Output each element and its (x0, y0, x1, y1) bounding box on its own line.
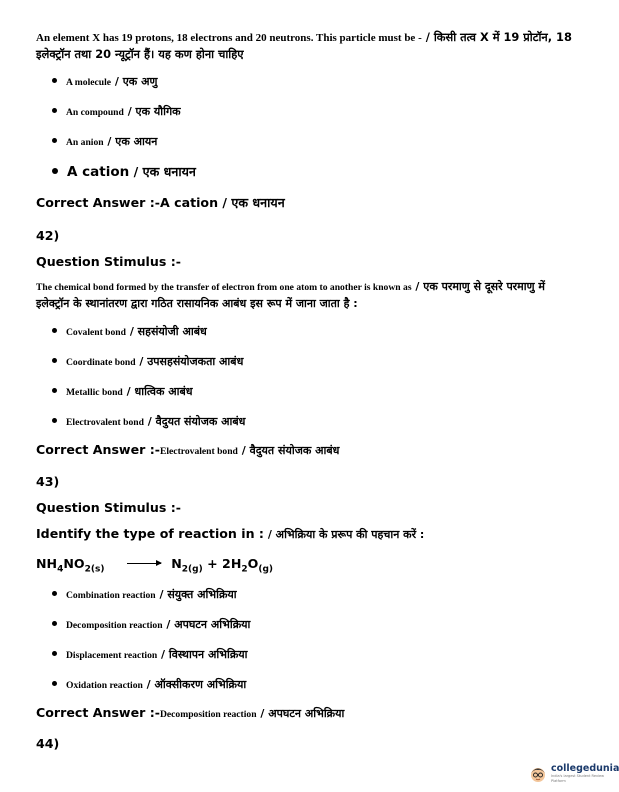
q43-stem-hindi: अभिक्रिया के प्ररूप की पहचान करें : (275, 528, 425, 541)
option-english: Combination reaction (66, 590, 156, 601)
q43-stem: Identify the type of reaction in : / अभिक्रिया के प्ररूप की पहचान करें : (36, 526, 425, 541)
q43-option-4: Oxidation reaction / ऑक्सीकरण अभिक्रिया (52, 677, 246, 692)
answer-english: Electrovalent bond (159, 446, 238, 457)
bullet-icon (52, 418, 57, 423)
option-english: A molecule (66, 77, 112, 88)
option-english: Metallic bond (66, 387, 123, 398)
option-english: An anion (66, 137, 104, 148)
bullet-icon (52, 621, 57, 626)
option-hindi: वैदुयत संयोजक आबंध (155, 415, 246, 428)
q42-option-2: Coordinate bond / उपसहसंयोजकता आबंध (52, 354, 243, 369)
q41-option-3: An anion / एक आयन (52, 134, 157, 149)
option-english: An compound (66, 107, 124, 118)
q42-stem-separator: / (411, 280, 424, 293)
bullet-icon (52, 138, 57, 143)
option-hindi: एक अणु (122, 75, 158, 88)
q42-option-1: Covalent bond / सहसंयोजी आबंध (52, 324, 207, 339)
logo-tagline: India's largest Student Review Platform (551, 774, 605, 783)
option-english: Covalent bond (66, 327, 126, 338)
option-english: Coordinate bond (66, 357, 136, 368)
option-english: Oxidation reaction (66, 680, 143, 691)
q42-number: 42) (36, 228, 60, 243)
option-english: A cation (67, 164, 130, 180)
answer-label: Correct Answer :- (36, 442, 160, 457)
q41-stem-separator: / (421, 30, 434, 44)
answer-label: Correct Answer :- (36, 705, 160, 720)
option-hindi: ऑक्सीकरण अभिक्रिया (154, 678, 247, 691)
q42-correct-answer: Correct Answer :-Electrovalent bond / वैदुयत संयोजक आबंध (36, 442, 340, 457)
bullet-icon (52, 388, 57, 393)
bullet-icon (52, 681, 57, 686)
logo-brand: collegedunia (551, 763, 619, 774)
q41-correct-answer (36, 194, 285, 211)
q41-stem-hindi: किसी तत्व X में 19 प्रोटॉन, 18 इलेक्ट्रॉन तथा 20 न्यूट्रॉन हैं। यह कण होना चाहिए (36, 30, 572, 61)
bullet-icon (52, 108, 57, 113)
answer-hindi: वैदुयत संयोजक आबंध (249, 444, 340, 457)
q41-option-4: A cation / एक धनायन (52, 163, 196, 180)
option-english: Displacement reaction (66, 650, 158, 661)
q42-stem (36, 279, 581, 312)
q43-correct-answer: Correct Answer :-Decomposition reaction / अपघटन अभिक्रिया (36, 705, 345, 720)
q44-number: 44) (36, 736, 60, 751)
reaction-equation: $NH_4NO_{2(s)}$ $N_{2(g)} + 2H_2O_{(g)}$ (36, 556, 274, 575)
option-hindi: एक धनायन (142, 164, 196, 179)
bullet-icon (52, 651, 57, 656)
q42-option-4: Electrovalent bond / वैदुयत संयोजक आबंध (52, 414, 245, 429)
option-hindi: उपसहसंयोजकता आबंध (147, 355, 244, 368)
answer-hindi: अपघटन अभिक्रिया (268, 707, 345, 720)
q41-stem (36, 29, 581, 62)
q42-stimulus-label: Question Stimulus :- (36, 254, 181, 269)
option-hindi: संयुक्त अभिक्रिया (167, 588, 237, 601)
q41-option-1: A molecule / एक अणु (52, 74, 157, 89)
option-hindi: एक यौगिक (135, 105, 181, 118)
q43-stimulus-label: Question Stimulus :- (36, 500, 181, 515)
option-hindi: धात्विक आबंध (134, 385, 193, 398)
bullet-icon (52, 78, 57, 83)
answer-value: A cation / एक धनायन (159, 195, 285, 210)
bullet-icon (52, 328, 57, 333)
q43-stem-english: Identify the type of reaction in : (36, 526, 264, 541)
bullet-icon (52, 358, 57, 363)
q43-number: 43) (36, 474, 60, 489)
option-hindi: अपघटन अभिक्रिया (174, 618, 251, 631)
collegedunia-logo (528, 764, 619, 784)
option-english: Decomposition reaction (66, 620, 163, 631)
q43-option-1: Combination reaction / संयुक्त अभिक्रिया (52, 587, 237, 602)
q42-stem-english: The chemical bond formed by the transfer of electron from one atom to another is known as (36, 282, 412, 293)
option-hindi: एक आयन (115, 135, 158, 148)
option-hindi: सहसंयोजी आबंध (137, 325, 207, 338)
q41-stem-english: An element X has 19 protons, 18 electrons and 20 neutrons. This particle must be - (36, 32, 422, 44)
right-arrow-icon (127, 563, 161, 564)
q43-option-2: Decomposition reaction / अपघटन अभिक्रिया (52, 617, 250, 632)
answer-english: Decomposition reaction (159, 709, 257, 720)
answer-label: Correct Answer :- (36, 195, 160, 210)
q41-option-2: An compound / एक यौगिक (52, 104, 181, 119)
option-hindi: विस्थापन अभिक्रिया (168, 648, 248, 661)
mascot-icon (528, 764, 548, 784)
bullet-icon (52, 168, 58, 174)
bullet-icon (52, 591, 57, 596)
q43-option-3: Displacement reaction / विस्थापन अभिक्रिया (52, 647, 248, 662)
q42-option-3: Metallic bond / धात्विक आबंध (52, 384, 193, 399)
option-english: Electrovalent bond (66, 417, 144, 428)
q42-stem-hindi: एक परमाणु से दूसरे परमाणु में इलेक्ट्रॉन के स्थानांतरण द्वारा गठित रासायनिक आबंध इस रूप में जाना जाता है : (36, 280, 545, 310)
